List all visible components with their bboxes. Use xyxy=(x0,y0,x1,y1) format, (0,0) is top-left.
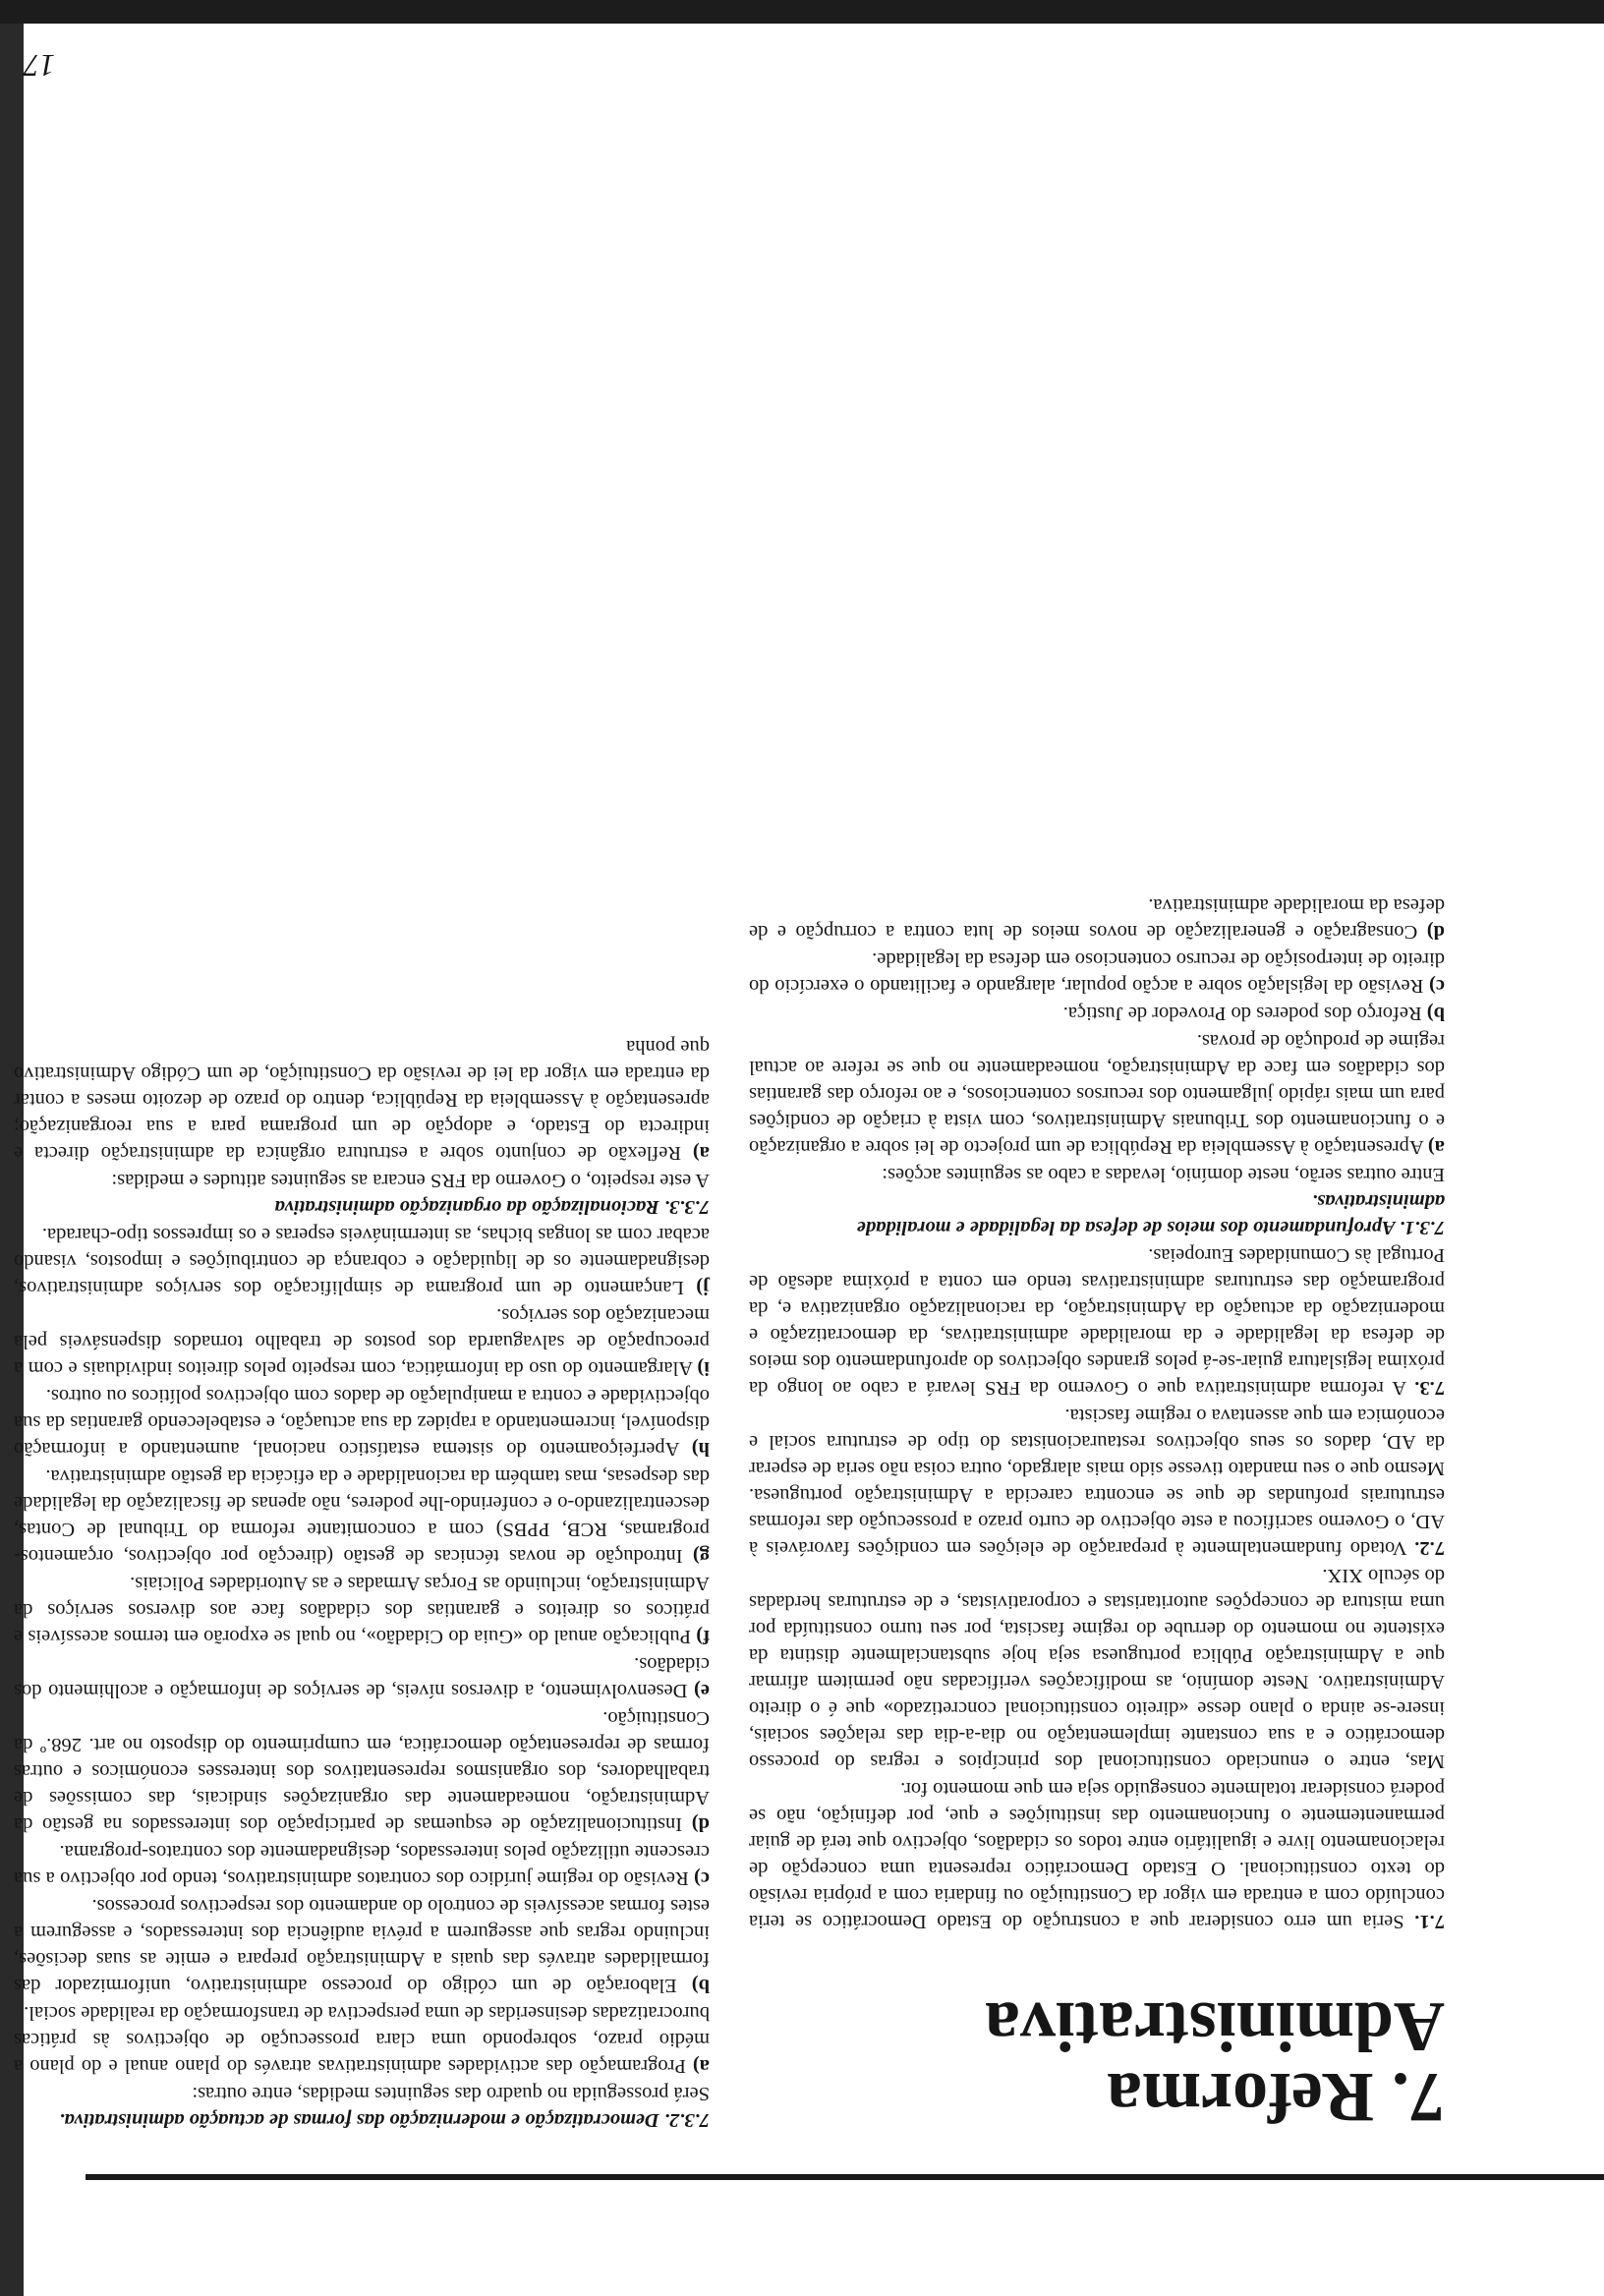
item-marker: c) xyxy=(694,1867,710,1889)
item-marker: c) xyxy=(1429,975,1445,997)
paragraph-text: Seria um erro considerar que a construção do Estado Democrático se teria concluído com a entrada em vigor da Constituição ou findaria com a própria revisão do texto constitucional. O Estado Democrático representa uma concepção de relacionamento livre e igualitário entre todos os cidadãos, objectivo que terá de guiar permanentemente o funcionamento das instituições e que, por definição, não se poderá considerar totalmente conseguido seja em que momento for. xyxy=(749,1778,1445,1932)
heading-7-3-3: 7.3.3. Racionalização da organização administrativa xyxy=(274,1196,710,1218)
list-item-b xyxy=(749,1000,1445,1026)
title-line-2: Administrativa xyxy=(985,1987,1445,2066)
section-number: 7.3. xyxy=(1414,1377,1445,1399)
item-text: Programação das actividades administrativas através do plano anual e do plano a médio prazo, sobrepondo uma clara prossecução de objectivos às práticas burocratizadas desinseridas de uma perspectiva de transformação da realidade social. xyxy=(14,2002,710,2077)
item-marker: g) xyxy=(692,1545,710,1567)
item-marker: f) xyxy=(696,1626,710,1647)
paragraph-7-3 xyxy=(749,1241,1445,1401)
section-number: 7.1. xyxy=(1414,1911,1445,1932)
paragraph-text: Votado fundamentalmente à preparação de eleições em condições favoráveis à AD, o Governo sacrificou a este objectivo de curto prazo a prossecução das reformas estruturais profundas de que se encontra carecida a Administração portuguesa. Mesmo que o seu mandato tivesse sido mais alargado, outra coisa não seria de esperar da AD, dados os seus objectivos restauracionistas do tipo de estrutura social e económica em que assentava o regime fascista. xyxy=(749,1405,1445,1559)
paragraph-intro-acoes xyxy=(749,1161,1445,1187)
heading-7-3-2: 7.3.2. Democratização e modernização das formas de actuação administrativa. xyxy=(59,2109,710,2131)
list-item-d xyxy=(14,1704,710,1837)
heading-7-3-1: 7.3.1. Aprofundamento dos meios de defesa da legalidade e moralidade administrativas. xyxy=(856,1190,1445,1238)
list-item-j xyxy=(14,1221,710,1300)
paragraph-text: A este respeito, o Governo da FRS encara as seguintes atitudes e medidas: xyxy=(111,1170,710,1191)
list-item-i xyxy=(14,1301,710,1381)
item-text: Institucionalização de esquemas de participação dos interessados na gestão da Administração, nomeadamente das organizações sindicais, das comissões de trabalhadores, dos organismos representativos dos interesses económicos e outras formas de representação democrática, em cumprimento do disposto no art. 268.º da Constituição. xyxy=(14,1707,710,1835)
list-item-c xyxy=(749,946,1445,999)
paragraph-text: Mas, entre o enunciado constitucional dos princípios e regras do processo democrático e a sua constante implementação no dia-a-dia das relações sociais, insere-se ainda o plano desse «direito constitucional concretizado» que é o direito Administrativo. Neste domínio, as modificações verificadas não permitem afirmar que a Administração Pública portuguesa seja hoje substancialmente distinta da existente no momento do derrube do regime fascista, por seu turno constituída por uma mistura de concepções autoritaristas e corporativistas, e de estruturas herdadas do século XIX. xyxy=(749,1565,1445,1772)
item-marker: e) xyxy=(694,1680,710,1701)
paragraph-mas xyxy=(749,1562,1445,1774)
item-marker: a) xyxy=(692,2055,710,2077)
paragraph-7-2 xyxy=(749,1402,1445,1561)
list-item-g xyxy=(14,1463,710,1569)
scan-edge-bottom xyxy=(0,0,1604,24)
item-text: Reforço dos poderes do Provedor de Justiça. xyxy=(1062,1003,1427,1024)
list-item-h xyxy=(14,1382,710,1462)
page-number: 17 xyxy=(24,48,55,84)
item-marker: j) xyxy=(696,1277,710,1298)
list-item-e xyxy=(14,1650,710,1703)
paragraph-text: Será prosseguida no quadro das seguintes medidas, entre outras: xyxy=(192,2083,710,2104)
item-text: Desenvolvimento, a diversos níveis, de serviços de informação e acolhimento dos cidadãos. xyxy=(14,1653,710,1701)
list-item-a xyxy=(14,1033,710,1166)
item-text: Revisão do regime jurídico dos contratos administrativos, tendo por objectivo a sua crescente utilização pelos interessados, designadamente dos contratos-programa. xyxy=(14,1841,710,1889)
item-marker: h) xyxy=(691,1438,710,1460)
section-number: 7.2. xyxy=(1414,1537,1445,1559)
page-title xyxy=(749,1987,1445,2137)
item-text: Reflexão de conjunto sobre a estrutura orgânica da administração directa e indirecta do Estado, e adopção de um programa para a sua reorganização; apresentação à Assembleia da República, dentro do prazo de dezoito meses a contar da entrada em vigor da lei de revisão da Constituição, de um Código Administrativo que ponha xyxy=(14,1036,710,1164)
paragraph-text: Entre outras serão, neste domínio, levadas a cabo as seguintes acções: xyxy=(882,1164,1445,1185)
paragraph-text: A reforma administrativa que o Governo da FRS levará a cabo ao longo da próxima legislatura guiar-se-á pelos grandes objectivos do aprofundamento dos meios de defesa da legalidade e da moralidade administrativas, da democratização e modernização da actuação da Administração, da racionalização organizativa e, da programação das estruturas administrativas tendo em conta a próxima adesão de Portugal às Comunidades Europeias. xyxy=(749,1244,1445,1399)
item-text: Revisão da legislação sobre a acção popular, alargando e facilitando o exercício do direito de interposição de recurso contencioso em defesa da legalidade. xyxy=(749,948,1445,997)
item-text: Publicação anual do «Guia do Cidadão», no qual se exporão em termos acessíveis e práticos os direitos e garantias dos cidadãos face aos diversos serviços da Administração, incluindo as Forças Armadas e as Autoridades Policiais. xyxy=(14,1573,710,1647)
paragraph-intro-atitudes xyxy=(14,1167,710,1193)
list-item-a xyxy=(749,1027,1445,1160)
right-column xyxy=(14,48,710,2133)
item-text: Consagração e generalização de novos meios de luta contra a corrupção e de defesa da moralidade administrativa. xyxy=(749,894,1445,943)
list-item-a xyxy=(14,1999,710,2079)
list-item-c xyxy=(14,1838,710,1891)
item-marker: b) xyxy=(1426,1003,1445,1024)
item-text: Elaboração de um código do processo administrativo, uniformizador das formalidades através das quais a Administração prepara e emite as suas decisões, incluindo regras que assegurem a prévia audiência dos interessados, e assegurem a estes formas acessíveis de controlo do andamento dos respectivos processos. xyxy=(14,1895,710,1996)
scan-margin-top xyxy=(0,2235,1604,2296)
item-marker: d) xyxy=(1426,921,1445,943)
item-marker: a) xyxy=(1427,1136,1445,1158)
item-marker: b) xyxy=(691,1975,710,1996)
paragraph-7-1 xyxy=(749,1775,1445,1934)
item-text: Aperfeiçoamento do sistema estatístico nacional, aumentando a informação disponível, incrementando a rapidez da sua actuação, e estabelecendo garantias da sua objectividade e contra a manipulação de dados com objectivos políticos ou outros. xyxy=(14,1385,710,1460)
item-text: Introdução de novas técnicas de gestão (direcção por objectivos, orçamentos-programas, RCB, PPBS) com a concomitante reforma do Tribunal de Contas, descentralizando-o e conferindo-lhe poderes, não apenas de fiscalização da legalidade das despesas, mas também da racionalidade e da eficácia da gestão administrativa. xyxy=(14,1465,710,1567)
item-text: Lançamento de um programa de simplificação dos serviços administrativos, designadamente os de liquidação e cobrança de contribuições e impostos, visando acabar com as longas bichas, as intermináveis esperas e os impressos tipo-charada. xyxy=(14,1224,710,1298)
list-item-b xyxy=(14,1892,710,1998)
item-text: Alargamento do uso da informática, com respeito pelos direitos individuais e com a preocupação de salvaguarda dos postos de trabalho tornados dispensáveis pela mecanização dos serviços. xyxy=(14,1304,710,1379)
left-column xyxy=(749,890,1445,2137)
list-item-d xyxy=(749,891,1445,945)
title-line-1: 7. Reforma xyxy=(1107,2058,1445,2137)
item-marker: d) xyxy=(691,1813,710,1835)
list-item-f xyxy=(14,1570,710,1649)
item-text: Apresentação à Assembleia da República de um projecto de lei sobre a organização e o funcionamento dos Tribunais Administrativos, com vista à criação de condições para um mais rápido julgamento dos recursos contenciosos, e ao reforço das garantias dos cidadãos em face da Administração, nomeadamente no que se refere ao actual regime de produção de provas. xyxy=(749,1030,1445,1158)
item-marker: i) xyxy=(697,1357,710,1379)
paragraph-intro-medidas xyxy=(14,2080,710,2106)
item-marker: a) xyxy=(692,1142,710,1164)
header-rule xyxy=(86,2174,1604,2180)
